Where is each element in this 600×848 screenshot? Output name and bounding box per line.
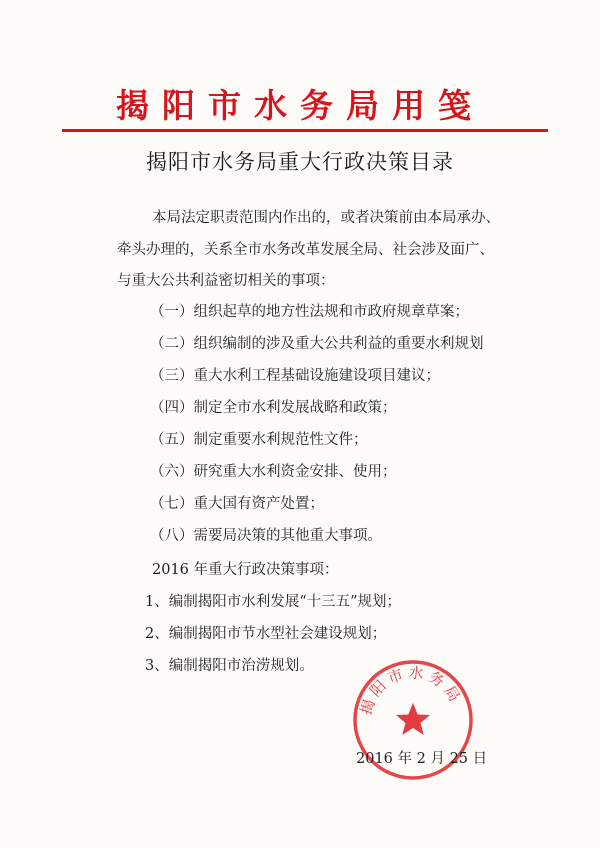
plan-2: 2、编制揭阳市节水型社会建设规划； — [145, 626, 387, 642]
document-date: 2016 年 2 月 25 日 — [356, 751, 488, 767]
item-2: （二）组织编制的涉及重大公共利益的重要水利规划 — [150, 336, 484, 352]
item-7: （七）重大国有资产处置； — [150, 496, 324, 512]
item-5: （五）制定重要水利规范性文件； — [150, 432, 368, 448]
item-4: （四）制定全市水利发展战略和政策； — [150, 400, 397, 416]
intro-line-3: 与重大公共利益密切相关的事项： — [117, 273, 335, 289]
seal-star-icon — [396, 703, 430, 735]
letterhead-title: 揭阳市水务局用笺 — [116, 86, 484, 125]
item-3: （三）重大水利工程基础设施建设项目建议； — [150, 368, 440, 384]
item-1: （一）组织起草的地方性法规和市政府规章草案； — [150, 304, 469, 320]
sub-heading-2016: 2016 年重大行政决策事项： — [152, 562, 339, 578]
seal-text: 揭阳市水务局 — [356, 663, 466, 718]
item-8: （八）需要局决策的其他重大事项。 — [150, 528, 382, 544]
intro-line-2: 牵头办理的，关系全市水务改革发展全局、社会涉及面广、 — [117, 242, 494, 258]
item-6: （六）研究重大水利资金安排、使用； — [150, 464, 397, 480]
plan-1: 1、编制揭阳市水利发展“十三五”规划； — [145, 594, 402, 610]
plan-3: 3、编制揭阳市治涝规划。 — [145, 658, 314, 674]
document-title: 揭阳市水务局重大行政决策目录 — [146, 150, 454, 174]
letterhead-rule — [62, 129, 548, 132]
intro-line-1: 本局法定职责范围内作出的，或者决策前由本局承办、 — [152, 210, 500, 226]
